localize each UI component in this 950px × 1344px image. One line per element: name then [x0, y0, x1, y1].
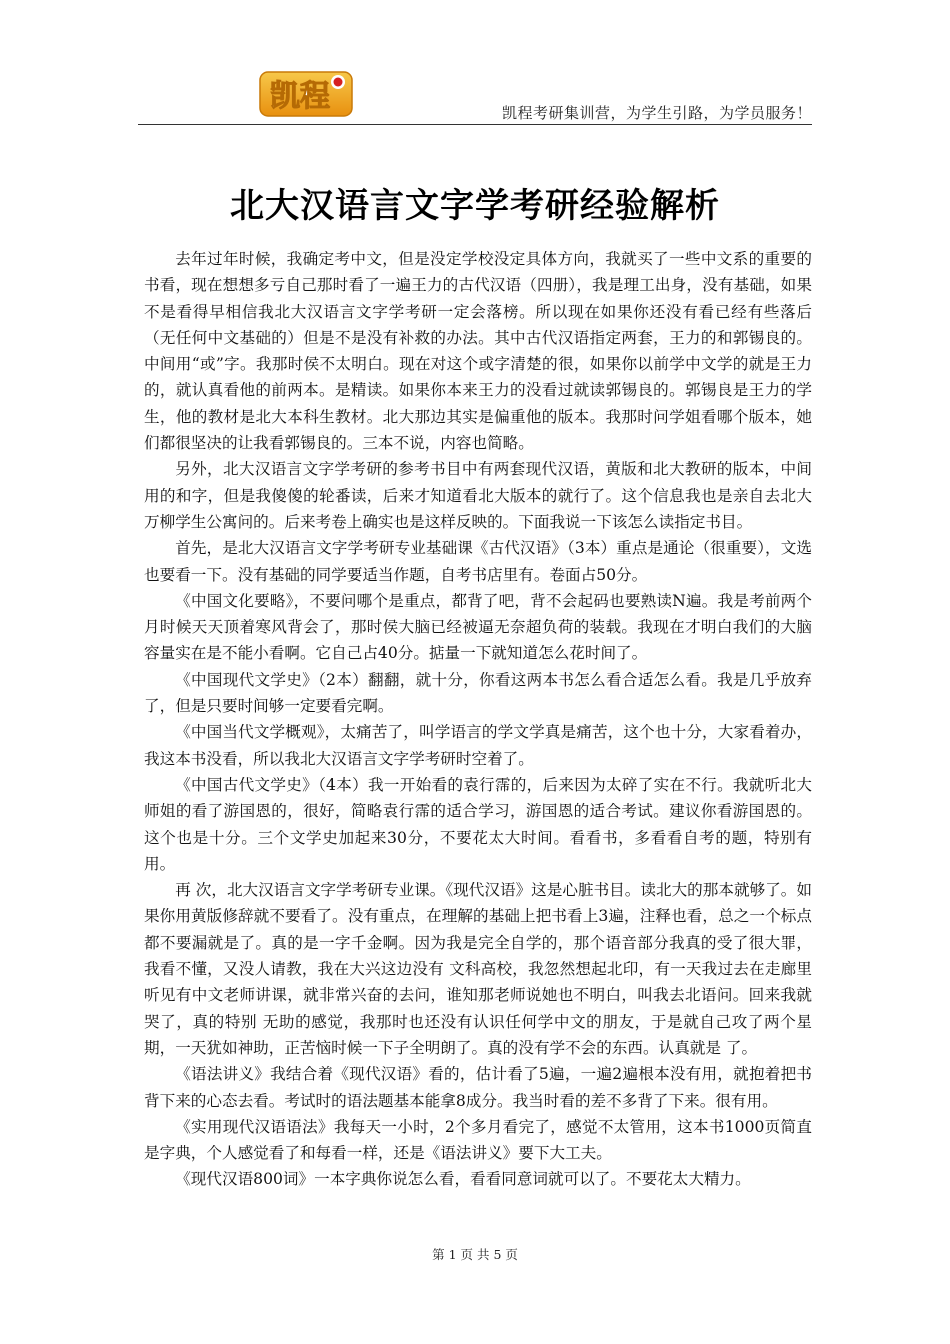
- document-body: [144, 246, 812, 1193]
- paragraph: 《中国当代文学概观》，太痛苦了，叫学语言的学文学真是痛苦，这个也十分，大家看着办，我这本书没看，所以我北大汉语言文字学考研时空着了。: [144, 723, 812, 768]
- paragraph: 去年过年时候，我确定考中文，但是没定学校没定具体方向，我就买了一些中文系的重要的书看，现在想想多亏自己那时看了一遍王力的古代汉语（四册），我是理工出身，没有基础，如果不是看得早相信我北大汉语言文字学考研一定会落榜。所以现在如果你还没有看已经有些落后（无任何中文基础的）但是不是没有补救的办法。其中古代汉语指定两套，王力的和郭锡良的。中间用“或”字。我那时侯不太明白。现在对这个或字清楚的很，如果你以前学中文学的就是王力的，就认真看他的前两本。是精读。如果你本来王力的没看过就读郭锡良的。郭锡良是王力的学生，他的教材是北大本科生教材。北大那边其实是偏重他的版本。我那时问学姐看哪个版本，她们都很坚决的让我看郭锡良的。三本不说，内容也简略。: [144, 250, 812, 453]
- paragraph: 另外，北大汉语言文字学考研的参考书目中有两套现代汉语，黄版和北大教研的版本，中间用的和字，但是我傻傻的轮番读，后来才知道看北大版本的就行了。这个信息我也是亲自去北大万柳学生公寓问的。后来考卷上确实也是这样反映的。下面我说一下该怎么读指定书目。: [144, 460, 812, 531]
- svg-text:凯程: 凯程: [270, 79, 330, 114]
- paragraph: 《现代汉语800词》一本字典你说怎么看，看看同意词就可以了。不要花太大精力。: [175, 1170, 751, 1189]
- page-footer: 第 1 页 共 5 页: [432, 1247, 518, 1262]
- paragraph: 再 次，北大汉语言文字学考研专业课。《现代汉语》这是心脏书目。读北大的那本就够了。如果你用黄版修辞就不要看了。没有重点，在理解的基础上把书看上3遍，注释也看，总之一个标点都不要漏就是了。真的是一字千金啊。因为我是完全自学的，那个语音部分我真的受了很大罪，我看不懂，又没人请教，我在大兴这边没有 文科高校，我忽然想起北印，有一天我过去在走廊里听见有中文老师讲课，就非常兴奋的去问，谁知那老师说她也不明白，叫我去北语问。回来我就哭了，真的特别 无助的感觉，我那时也还没有认识任何学中文的朋友，于是就自己攻了两个星期，一天犹如神助，正苦恼时候一下子全明朗了。真的没有学不会的东西。认真就是 了。: [144, 881, 812, 1057]
- paragraph: 首先，是北大汉语言文字学考研专业基础课《古代汉语》（3本）重点是通论（很重要），文选也要看一下。没有基础的同学要适当作题，自考书店里有。卷面占50分。: [144, 539, 812, 584]
- paragraph: 《中国现代文学史》（2本）翻翻，就十分，你看这两本书怎么看合适怎么看。我是几乎放弃了，但是只要时间够一定要看完啊。: [144, 670, 812, 716]
- paragraph: 《语法讲义》我结合着《现代汉语》看的，估计看了5遍，一遍2遍根本没有用，就抱着把书背下来的心态去看。考试时的语法题基本能拿8成分。我当时看的差不多背了下来。很有用。: [144, 1065, 812, 1110]
- document-title: 北大汉语言文字学考研经验解析: [230, 186, 720, 226]
- paragraph: 《中国古代文学史》（4本）我一开始看的袁行霈的，后来因为太碎了实在不行。我就听北大师姐的看了游国恩的，很好，简略袁行霈的适合学习，游国恩的适合考试。建议你看游国恩的。这个也是十分。三个文学史加起来30分，不要花太大时间。看看书，多看看自考的题，特别有用。: [144, 775, 812, 873]
- kaicheng-logo: [258, 66, 354, 122]
- header-slogan: 凯程考研集训营，为学生引路，为学员服务！: [501, 104, 812, 122]
- page-header: [138, 62, 812, 125]
- paragraph: 《中国文化要略》，不要问哪个是重点，都背了吧，背不会起码也要熟读N遍。我是考前两个月时候天天顶着寒风背会了，那时侯大脑已经被逼无奈超负荷的装载。我现在才明白我们的大脑容量实在是不能小看啊。它自己占40分。掂量一下就知道怎么花时间了。: [144, 591, 812, 663]
- paragraph: 《实用现代汉语语法》我每天一小时，2个多月看完了，感觉不太管用，这本书1000页简直是字典，个人感觉看了和每看一样，还是《语法讲义》要下大工夫。: [144, 1117, 812, 1163]
